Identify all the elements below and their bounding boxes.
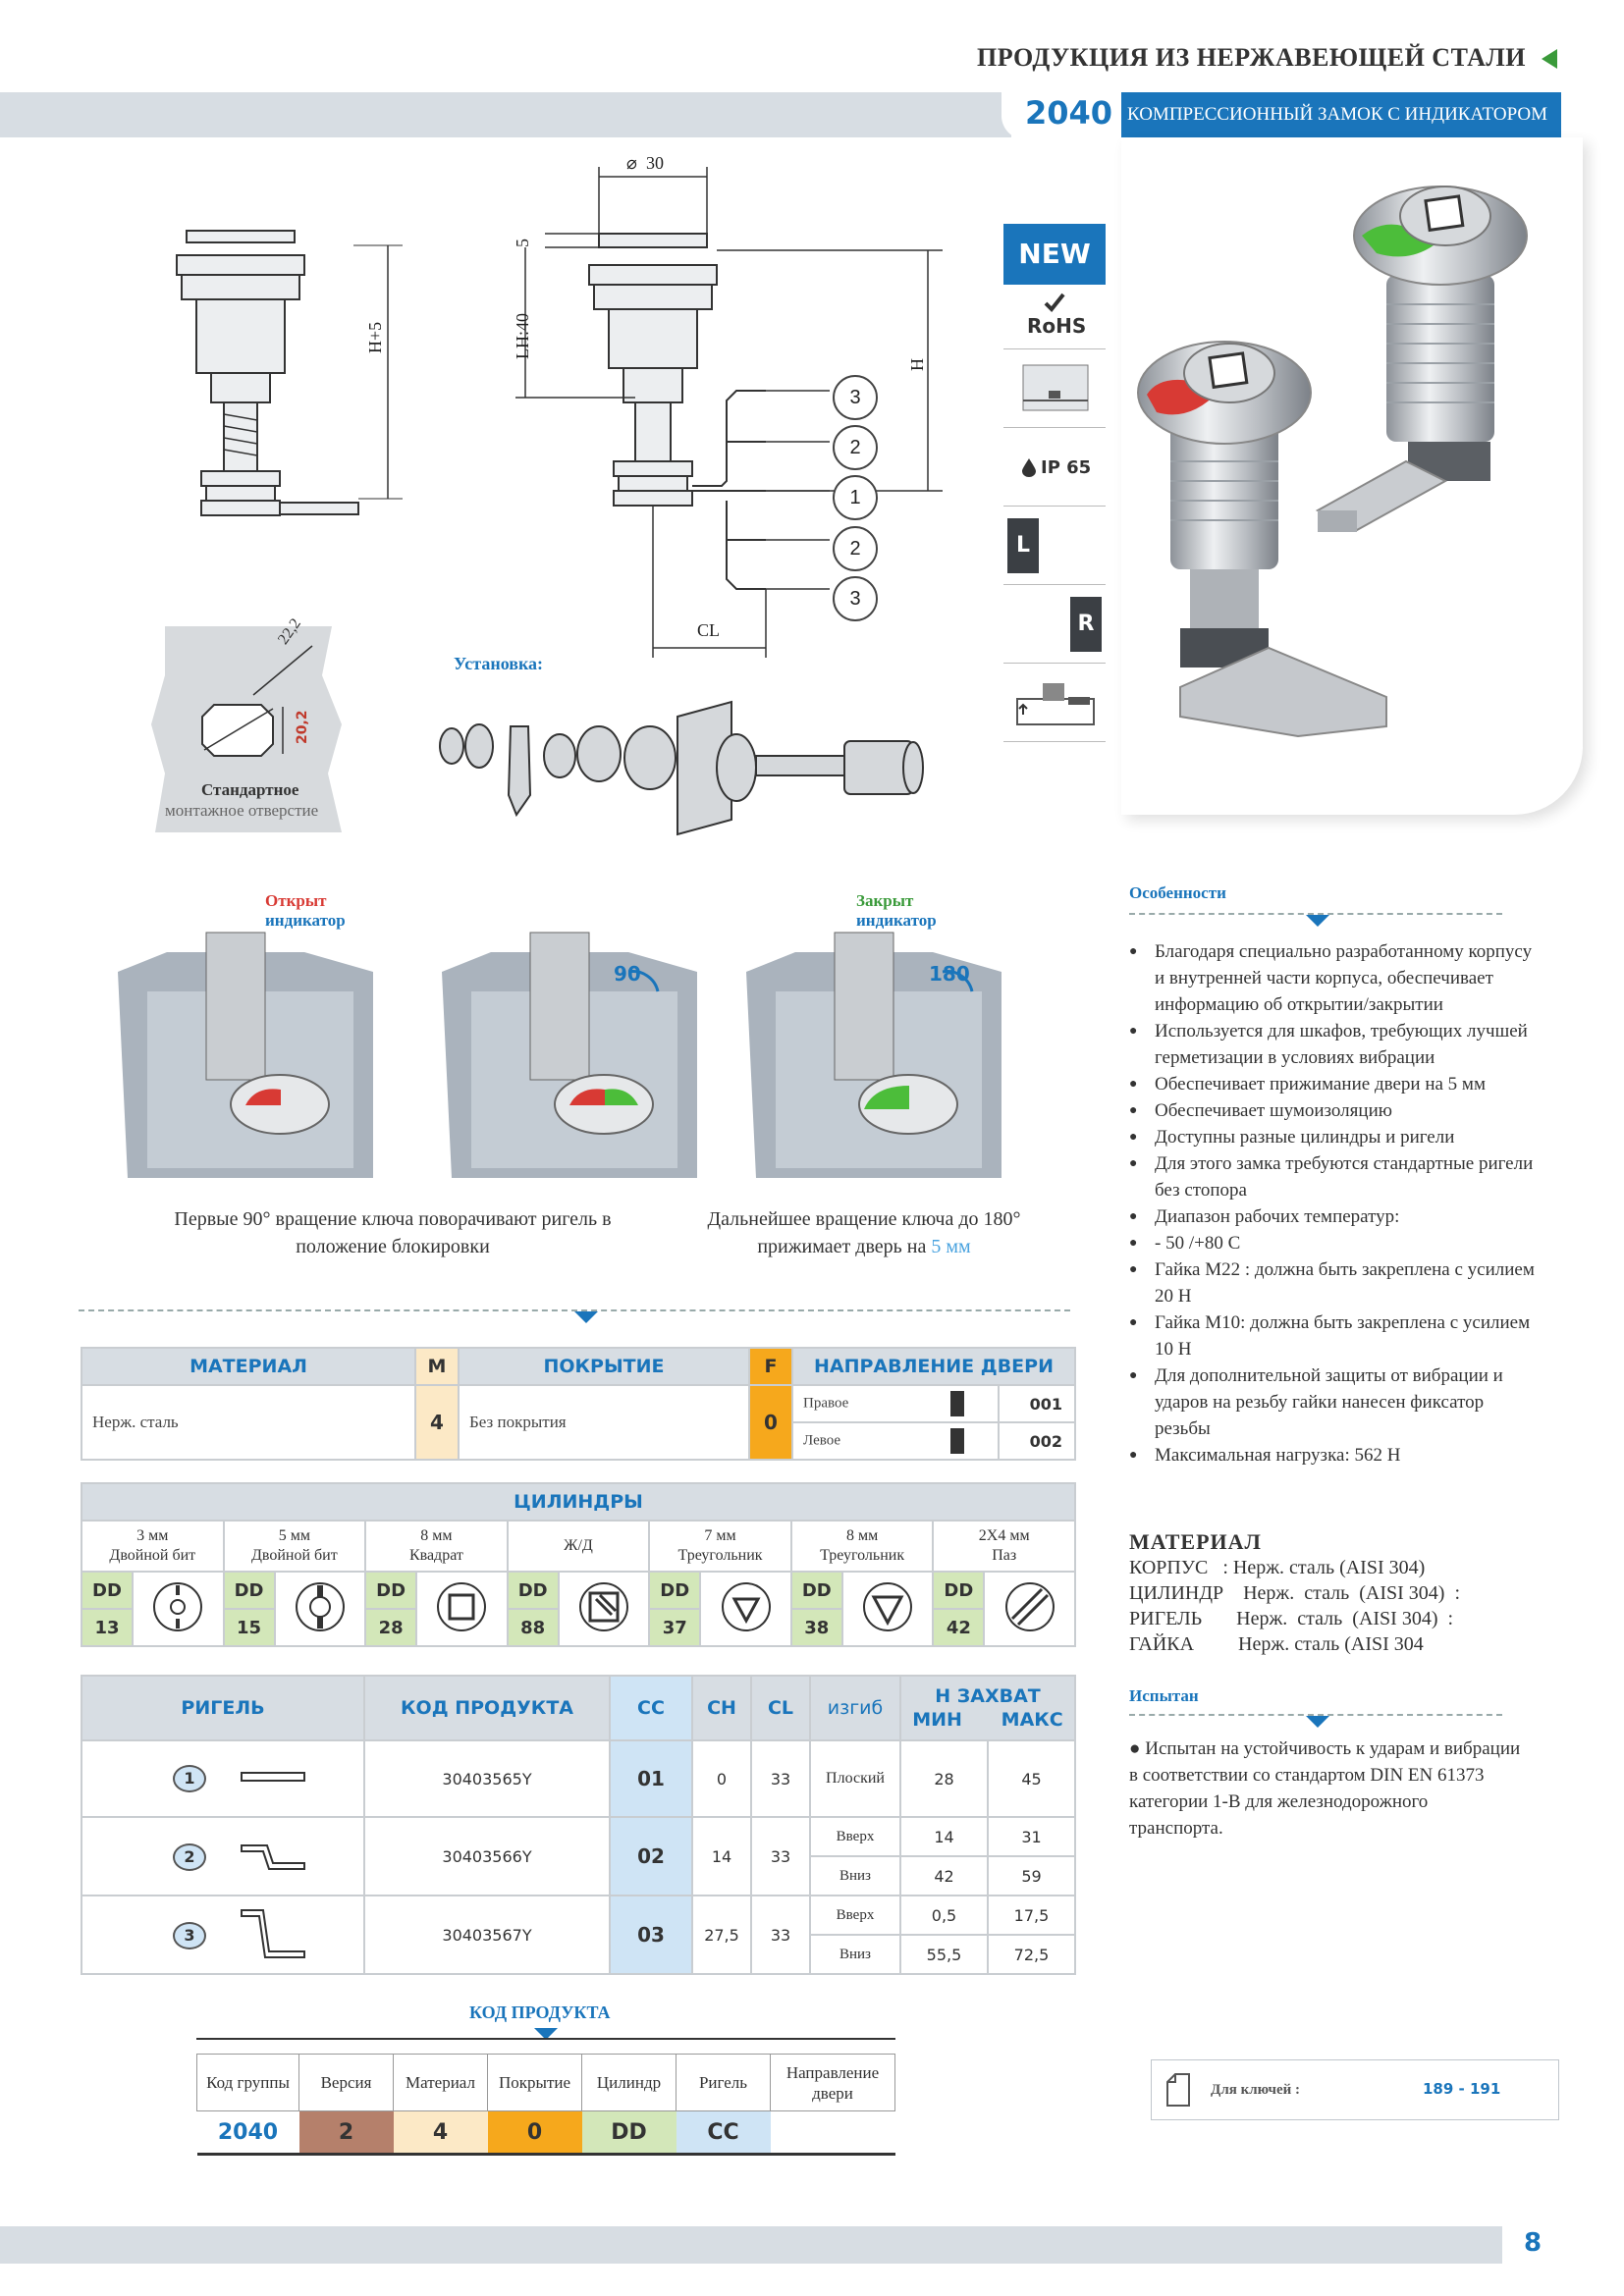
- feature-item: ● Используется для шкафов, требующих лучшей герметизации в условиях вибрации: [1129, 1018, 1542, 1071]
- caption-180-main: Дальнейшее вращение ключа до 180° прижимает дверь на: [707, 1208, 1021, 1257]
- footer-page-box: [1502, 2220, 1624, 2275]
- cyl-label: 8 мм Треугольник: [791, 1521, 934, 1572]
- hole-label-line2: монтажное отверстие: [165, 801, 319, 820]
- product-photo-image: [1121, 137, 1583, 815]
- hole-dim-22: 22,2: [275, 615, 304, 648]
- cam-row-3: [81, 1896, 364, 1974]
- cl-value: 33: [751, 1896, 810, 1974]
- cyl-icon-triangle-7: [700, 1572, 791, 1646]
- cyl-dd: DD: [791, 1572, 842, 1609]
- keys-box: [1151, 2059, 1559, 2120]
- mounting-icon: [1003, 664, 1106, 742]
- deep-offset-cam-icon: [240, 1906, 308, 1967]
- cam-header: РИГЕЛЬ: [81, 1676, 364, 1740]
- offset-cam-icon: [240, 1840, 308, 1879]
- bend-header: изгиб: [810, 1676, 900, 1740]
- cyl-icon-slot: [984, 1572, 1075, 1646]
- cam-position-1: 1: [833, 475, 878, 520]
- caption-180: [687, 1205, 1041, 1260]
- dim-lh40: LH:40: [513, 313, 532, 359]
- pc-header-group: Код группы: [197, 2055, 299, 2111]
- pc-material-value: 4: [394, 2111, 488, 2155]
- grip-header: [900, 1676, 1075, 1740]
- door-left-label: [792, 1422, 999, 1460]
- bend-down: Вниз: [810, 1856, 900, 1896]
- hole-dim-20: 20,2: [295, 710, 310, 744]
- grip-min-value: 0,5: [900, 1896, 988, 1935]
- cyl-dd: DD: [649, 1572, 700, 1609]
- cam-number: 2: [173, 1843, 206, 1871]
- cyl-label: 5 мм Двойной бит: [224, 1521, 366, 1572]
- cc-header: CC: [610, 1676, 692, 1740]
- product-code-top-rule: [196, 2038, 895, 2040]
- water-drop-icon: [1021, 457, 1037, 477]
- coating-value: Без покрытия: [459, 1385, 749, 1460]
- footer-band: [0, 2226, 1502, 2264]
- f-header: F: [749, 1348, 792, 1385]
- cam-position-3-bottom: 3: [833, 576, 878, 621]
- bend-value: Плоский: [810, 1740, 900, 1817]
- door-right-label: [792, 1385, 999, 1422]
- features-arrow-icon: [1306, 915, 1329, 927]
- bend-down: Вниз: [810, 1935, 900, 1974]
- cyl-dd: DD: [933, 1572, 984, 1609]
- feature-item: ● Для этого замка требуются стандартные ригели без стопора: [1129, 1150, 1542, 1203]
- grip-max: МАКС: [1001, 1709, 1063, 1731]
- closed-indicator-label2: индикатор: [856, 911, 937, 930]
- feature-item: ● Обеспечивает шумоизоляцию: [1129, 1097, 1542, 1124]
- grip-max-value: 31: [988, 1817, 1075, 1856]
- product-photo-panel: [1121, 137, 1583, 815]
- cyl-dd: DD: [508, 1572, 559, 1609]
- pc-version-value: 2: [299, 2111, 394, 2155]
- flat-cam-icon: [240, 1767, 308, 1787]
- cyl-icon-double-bit: [133, 1572, 224, 1646]
- grip-max-value: 17,5: [988, 1896, 1075, 1935]
- open-indicator-label1: Открыт: [265, 891, 327, 910]
- product-code: 30403567Y: [364, 1896, 610, 1974]
- door-left-icon: [950, 1428, 964, 1454]
- material-value: Нерж. сталь: [81, 1385, 415, 1460]
- m-code: 4: [415, 1385, 459, 1460]
- tested-title: Испытан: [1129, 1686, 1199, 1705]
- product-code-number: 2040: [1025, 94, 1113, 132]
- cl-header: CL: [751, 1676, 810, 1740]
- caption-180-accent: 5 мм: [931, 1236, 971, 1257]
- document-icon: [1165, 2072, 1191, 2108]
- cyl-icon-triangle-8: [842, 1572, 934, 1646]
- compression-icon: [1003, 349, 1106, 428]
- cyl-icon-railway: [559, 1572, 650, 1646]
- pc-door-value: [771, 2111, 895, 2155]
- cyl-icon-double-bit-5: [275, 1572, 366, 1646]
- cyl-label: 8 мм Квадрат: [365, 1521, 508, 1572]
- grip-max-value: 72,5: [988, 1935, 1075, 1974]
- cyl-dd: DD: [224, 1572, 275, 1609]
- product-code-table: [196, 2054, 895, 2156]
- pc-coating-value: 0: [488, 2111, 582, 2155]
- grip-min-value: 14: [900, 1817, 988, 1856]
- door-right-icon: [950, 1391, 964, 1416]
- rohs-cell: [1003, 285, 1106, 349]
- material-info-title: МАТЕРИАЛ: [1129, 1529, 1262, 1554]
- pc-header-cam: Ригель: [677, 2055, 771, 2111]
- features-list: [1129, 938, 1542, 1468]
- pc-header-material: Материал: [394, 2055, 488, 2111]
- grip-max-value: 59: [988, 1856, 1075, 1896]
- installation-diagram: [432, 687, 962, 844]
- section-arrow-icon: [1542, 49, 1557, 69]
- dim-diameter-symbol: ⌀: [626, 153, 637, 173]
- dim-5: 5: [513, 239, 532, 247]
- material-row-cam: РИГЕЛЬ Нерж. сталь (AISI 304) :: [1129, 1608, 1454, 1629]
- cam-number: 1: [173, 1765, 206, 1792]
- grip-min-value: 55,5: [900, 1935, 988, 1974]
- ch-value: 27,5: [692, 1896, 751, 1974]
- bend-up: Вверх: [810, 1896, 900, 1935]
- material-row-cylinder: ЦИЛИНДР Нерж. сталь (AISI 304) :: [1129, 1582, 1461, 1604]
- product-code: 30403565Y: [364, 1740, 610, 1817]
- cl-value: 33: [751, 1740, 810, 1817]
- pc-cylinder-value: DD: [582, 2111, 677, 2155]
- grip-title: Н ЗАХВАТ: [935, 1685, 1041, 1707]
- code-header: КОД ПРОДУКТА: [364, 1676, 610, 1740]
- cyl-label: 7 мм Треугольник: [649, 1521, 791, 1572]
- dim-h: H: [907, 358, 927, 371]
- feature-item: ● Гайка М22 : должна быть закреплена с усилием 20 Н: [1129, 1256, 1542, 1309]
- hole-label-line1: Стандартное: [201, 780, 299, 799]
- right-door-cell: [1003, 585, 1106, 664]
- grip-max-value: 45: [988, 1740, 1075, 1817]
- cylinders-table: [81, 1482, 1076, 1647]
- angle-90: 90: [614, 962, 641, 986]
- cam-position-3-top: 3: [833, 375, 878, 420]
- cyl-code: 37: [649, 1609, 700, 1646]
- ch-header: CH: [692, 1676, 751, 1740]
- closed-indicator-label1: Закрыт: [856, 891, 914, 910]
- grip-min: МИН: [912, 1709, 962, 1731]
- grip-min-value: 42: [900, 1856, 988, 1896]
- caption-first-90: Первые 90° вращение ключа поворачивают ригель в положение блокировки: [174, 1208, 612, 1257]
- ch-value: 0: [692, 1740, 751, 1817]
- pc-header-cylinder: Цилиндр: [582, 2055, 677, 2111]
- cl-value: 33: [751, 1817, 810, 1896]
- material-table: [81, 1347, 1076, 1461]
- grip-min-value: 28: [900, 1740, 988, 1817]
- cyl-code: 15: [224, 1609, 275, 1646]
- door-right-code: 001: [999, 1385, 1075, 1422]
- pc-cam-value: CC: [677, 2111, 771, 2155]
- ip-rating-label: IP 65: [1041, 457, 1092, 478]
- cyl-dd: DD: [81, 1572, 133, 1609]
- product-title: КОМПРЕССИОННЫЙ ЗАМОК С ИНДИКАТОРОМ: [1121, 92, 1561, 137]
- right-door-icon: R: [1070, 597, 1102, 652]
- tested-arrow-icon: [1306, 1716, 1329, 1728]
- feature-item: ● Максимальная нагрузка: 562 Н: [1129, 1442, 1542, 1468]
- feature-item: ● Гайка М10: должна быть закреплена с усилием 10 Н: [1129, 1309, 1542, 1362]
- angle-180: 180: [929, 962, 970, 986]
- feature-item: ● Благодаря специально разработанному корпусу и внутренней части корпуса, обеспечивает информацию об открытии/закрытии: [1129, 938, 1542, 1018]
- cam-position-2-top: 2: [833, 425, 878, 470]
- pc-header-version: Версия: [299, 2055, 394, 2111]
- open-indicator-label2: индикатор: [265, 911, 346, 930]
- cyl-code: 28: [365, 1609, 416, 1646]
- cyl-code: 88: [508, 1609, 559, 1646]
- cam-number: 3: [173, 1922, 206, 1949]
- m-header: M: [415, 1348, 459, 1385]
- cam-row-2: [81, 1817, 364, 1896]
- feature-item: ● Диапазон рабочих температур:: [1129, 1203, 1542, 1230]
- cam-table: [81, 1675, 1076, 1975]
- feature-item: ● Обеспечивает прижимание двери на 5 мм: [1129, 1071, 1542, 1097]
- dim-d30: 30: [646, 153, 664, 173]
- cc-value: 03: [610, 1896, 692, 1974]
- cyl-label: 3 мм Двойной бит: [81, 1521, 224, 1572]
- feature-item: ● Для дополнительной защиты от вибрации и ударов на резьбу гайки нанесен фиксатор резьбы: [1129, 1362, 1542, 1442]
- ch-value: 14: [692, 1817, 751, 1896]
- cam-position-2-bottom: 2: [833, 526, 878, 571]
- door-left-code: 002: [999, 1422, 1075, 1460]
- cyl-dd: DD: [365, 1572, 416, 1609]
- cyl-label: Ж/Д: [508, 1521, 650, 1572]
- new-badge: NEW: [1003, 224, 1106, 285]
- dim-h5: H+5: [365, 321, 385, 353]
- pc-group-value: 2040: [217, 2119, 279, 2145]
- left-door-icon: L: [1007, 518, 1039, 573]
- tested-text-body: Испытан на устойчивость к ударам и вибрации в соответствии со стандартом DIN EN 61373 категории 1-В для железнодорожного транспорта.: [1129, 1738, 1521, 1839]
- product-code-title: КОД ПРОДУКТА: [469, 2002, 611, 2022]
- cam-row-1: [81, 1740, 364, 1817]
- cyl-code: 38: [791, 1609, 842, 1646]
- ip-rating-cell: [1003, 428, 1106, 507]
- material-row-nut: ГАЙКА Нерж. сталь (AISI 304: [1129, 1633, 1424, 1655]
- coating-header: ПОКРЫТИЕ: [459, 1348, 749, 1385]
- door-header: НАПРАВЛЕНИЕ ДВЕРИ: [792, 1348, 1075, 1385]
- cc-value: 02: [610, 1817, 692, 1896]
- product-code: 30403566Y: [364, 1817, 610, 1896]
- material-header: МАТЕРИАЛ: [81, 1348, 415, 1385]
- checkmark-icon: [1043, 291, 1066, 314]
- cc-value: 01: [610, 1740, 692, 1817]
- keys-pages: 189 - 191: [1423, 2080, 1501, 2098]
- left-door-cell: [1003, 507, 1106, 585]
- dim-cl: CL: [697, 620, 721, 640]
- cyl-code: 13: [81, 1609, 133, 1646]
- pc-header-door: Направление двери: [771, 2055, 895, 2111]
- feature-item: ● - 50 /+80 С: [1129, 1230, 1542, 1256]
- cyl-icon-square: [416, 1572, 508, 1646]
- cyl-code: 42: [933, 1609, 984, 1646]
- divider-arrow-icon: [574, 1311, 598, 1323]
- keys-label: Для ключей :: [1211, 2082, 1301, 2098]
- bend-up: Вверх: [810, 1817, 900, 1856]
- install-label: Установка:: [454, 654, 544, 673]
- indicator-photos: [108, 913, 1031, 1198]
- f-code: 0: [749, 1385, 792, 1460]
- pc-header-coating: Покрытие: [488, 2055, 582, 2111]
- cyl-label: 2X4 мм Паз: [933, 1521, 1075, 1572]
- material-row-body: КОРПУС : Нерж. сталь (AISI 304): [1129, 1557, 1426, 1578]
- features-title: Особенности: [1129, 883, 1226, 902]
- cylinders-title: ЦИЛИНДРЫ: [81, 1483, 1075, 1521]
- tested-text: ● Испытан на устойчивость к ударам и вибрации в соответствии со стандартом DIN EN 61373 категории 1-В для железнодорожного транспорта.: [1129, 1738, 1521, 1839]
- rohs-label: RoHS: [1027, 314, 1087, 338]
- page-number: 8: [1524, 2228, 1543, 2258]
- section-title: ПРОДУКЦИЯ ИЗ НЕРЖАВЕЮЩЕЙ СТАЛИ: [977, 43, 1526, 72]
- door-left-text: Левое: [803, 1432, 841, 1449]
- feature-item: ● Доступны разные цилиндры и ригели: [1129, 1124, 1542, 1150]
- header-band: [0, 92, 1011, 137]
- door-right-text: Правое: [803, 1395, 849, 1412]
